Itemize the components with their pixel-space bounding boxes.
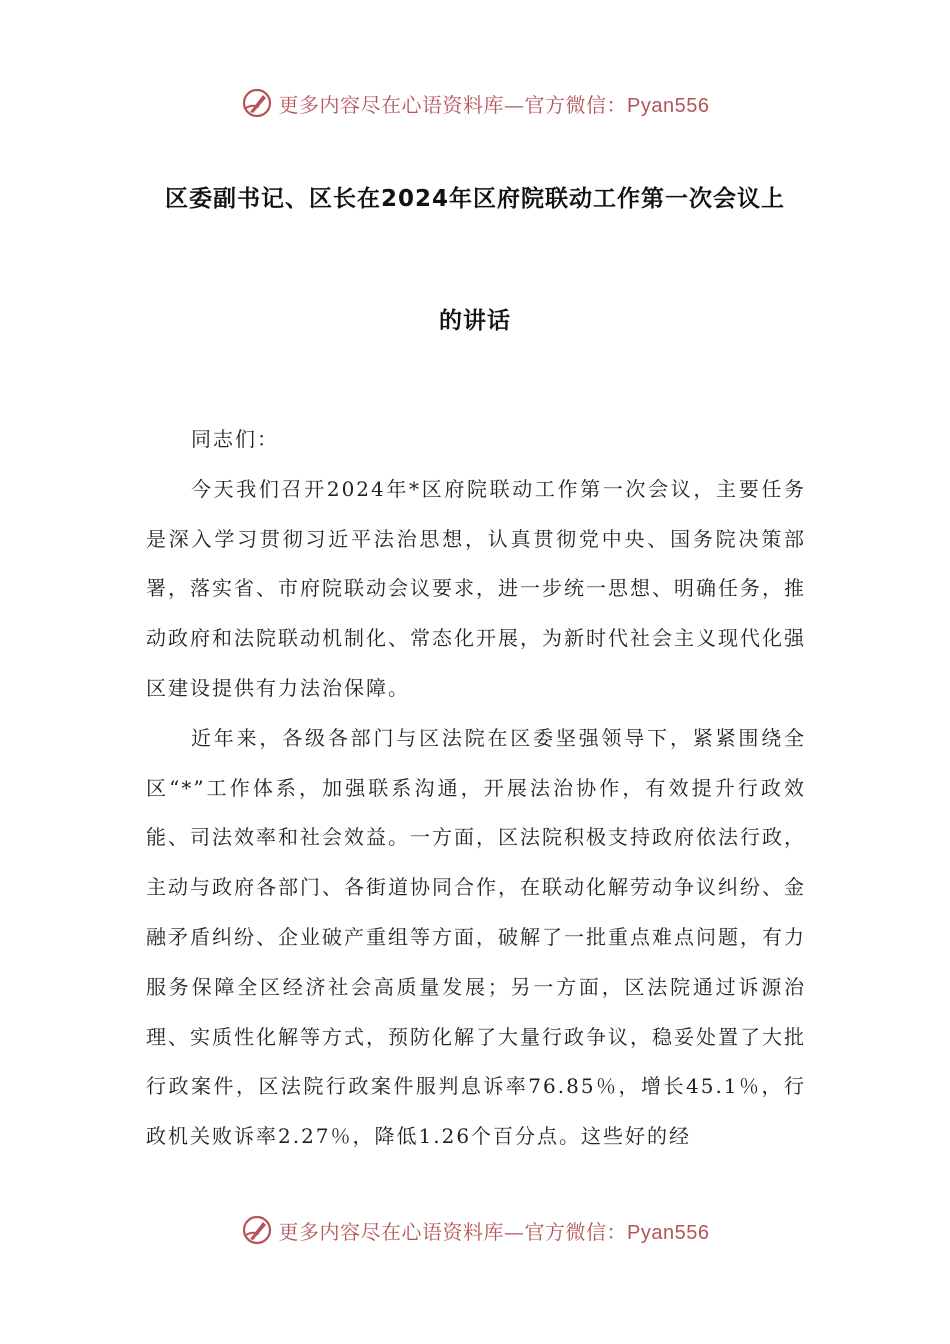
- quill-pen-logo-icon: [241, 1214, 273, 1246]
- speech-body: [146, 415, 806, 1162]
- footer-watermark: [0, 1210, 950, 1250]
- salutation: 同志们：: [191, 427, 279, 451]
- watermark-text: 更多内容尽在心语资料库—官方微信：Pyan556: [278, 92, 710, 117]
- paragraph-1: 今天我们召开2024年*区府院联动工作第一次会议，主要任务是深入学习贯彻习近平法治思想，认真贯彻党中央、国务院决策部署，落实省、市府院联动会议要求，进一步统一思想、明确任务，推动政府和法院联动机制化、常态化开展，为新时代社会主义现代化强区建设提供有力法治保障。: [146, 476, 806, 700]
- quill-pen-logo-icon: [241, 87, 273, 119]
- watermark-text: 更多内容尽在心语资料库—官方微信：Pyan556: [278, 1219, 710, 1244]
- header-watermark: [0, 83, 950, 123]
- paragraph-2: 近年来，各级各部门与区法院在区委坚强领导下，紧紧围绕全区“*”工作体系，加强联系沟通，开展法治协作，有效提升行政效能、司法效率和社会效益。一方面，区法院积极支持政府依法行政，主动与政府各部门、各街道协同合作，在联动化解劳动争议纠纷、金融矛盾纠纷、企业破产重组等方面，破解了一批重点难点问题，有力服务保障全区经济社会高质量发展；另一方面，区法院通过诉源治理、实质性化解等方式，预防化解了大量行政争议，稳妥处置了大批行政案件，区法院行政案件服判息诉率76.85％，增长45.1％，行政机关败诉率2.27％，降低1.26个百分点。这些好的经: [146, 725, 806, 1149]
- document-title-line-2: 的讲话: [439, 308, 511, 334]
- document-title-line-1: 区委副书记、区长在2024年区府院联动工作第一次会议上: [164, 186, 785, 212]
